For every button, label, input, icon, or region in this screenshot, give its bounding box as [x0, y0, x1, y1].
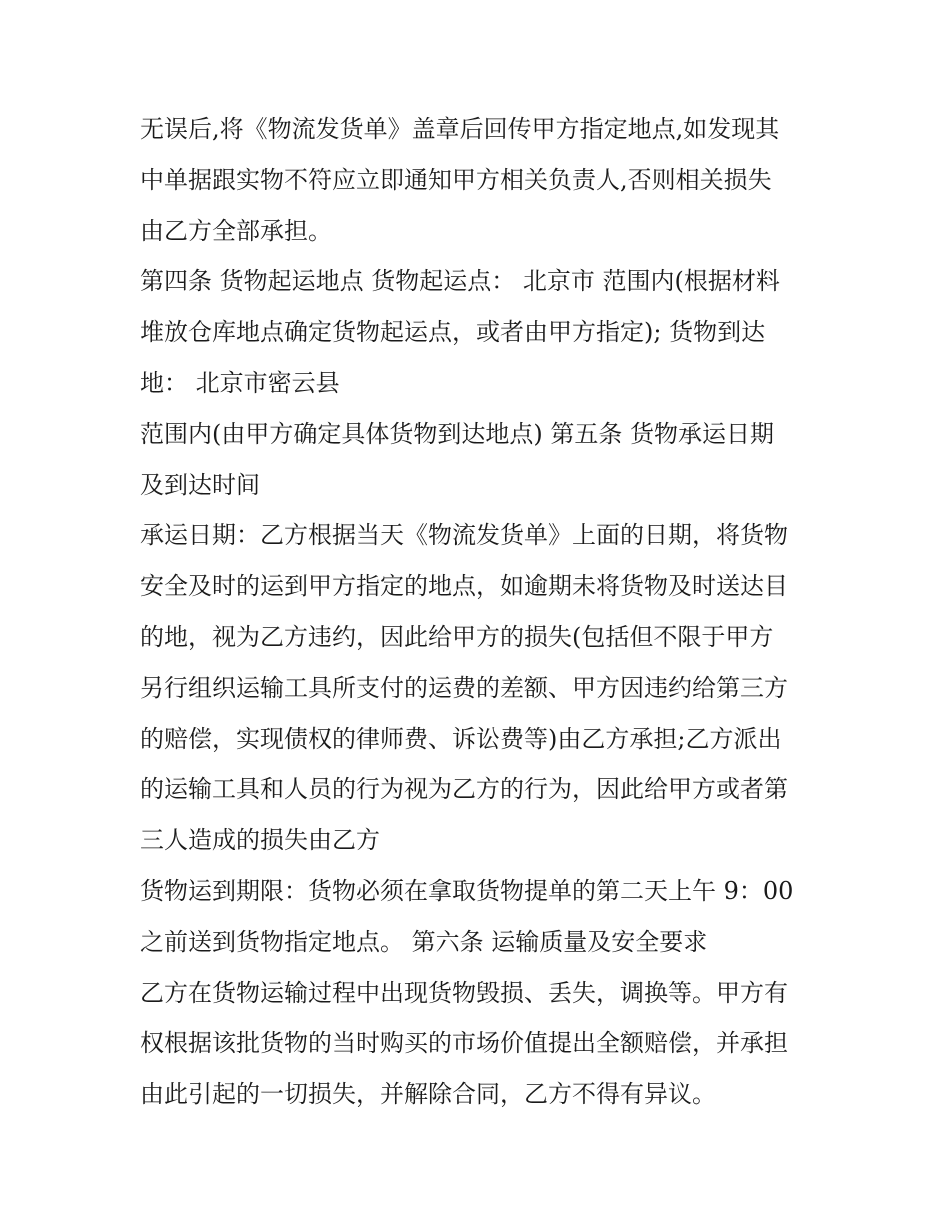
- text-line: 三人造成的损失由乙方: [140, 826, 380, 855]
- text-line: 的地，视为乙方违约，因此给甲方的损失(包括但不限于甲方: [140, 622, 774, 651]
- text-line: 安全及时的运到甲方指定的地点，如逾期未将货物及时送达目: [140, 572, 788, 601]
- text-line: 及到达时间: [140, 470, 260, 499]
- contract-text: [140, 104, 820, 1120]
- text-line: 堆放仓库地点确定货物起运点，或者由甲方指定); 货物到达: [140, 318, 766, 347]
- text-line: 之前送到货物指定地点。 第六条 运输质量及安全要求: [140, 927, 708, 956]
- text-line: 第四条 货物起运地点 货物起运点： 北京市 范围内(根据材料: [140, 267, 780, 296]
- text-line: 乙方在货物运输过程中出现货物毁损、丢失，调换等。甲方有: [140, 978, 788, 1007]
- text-line: 另行组织运输工具所支付的运费的差额、甲方因违约给第三方: [140, 673, 788, 702]
- text-line: 的运输工具和人员的行为视为乙方的行为，因此给甲方或者第: [140, 775, 788, 804]
- text-line: 由乙方全部承担。: [140, 216, 332, 245]
- text-line: 地： 北京市密云县: [140, 368, 340, 397]
- text-line: 权根据该批货物的当时购买的市场价值提出全额赔偿，并承担: [140, 1029, 788, 1058]
- text-line: 的赔偿，实现债权的律师费、诉讼费等)由乙方承担;乙方派出: [140, 724, 782, 753]
- text-line: 货物运到期限：货物必须在拿取货物提单的第二天上午 9：00: [140, 876, 794, 905]
- text-line: 无误后,将《物流发货单》盖章后回传甲方指定地点,如发现其: [140, 115, 780, 143]
- text-line: 范围内(由甲方确定具体货物到达地点) 第五条 货物承运日期: [140, 419, 774, 448]
- text-line: 中单据跟实物不符应立即通知甲方相关负责人,否则相关损失: [140, 165, 772, 194]
- text-line: 承运日期：乙方根据当天《物流发货单》上面的日期，将货物: [140, 521, 788, 550]
- text-line: 由此引起的一切损失，并解除合同，乙方不得有异议。: [140, 1080, 716, 1109]
